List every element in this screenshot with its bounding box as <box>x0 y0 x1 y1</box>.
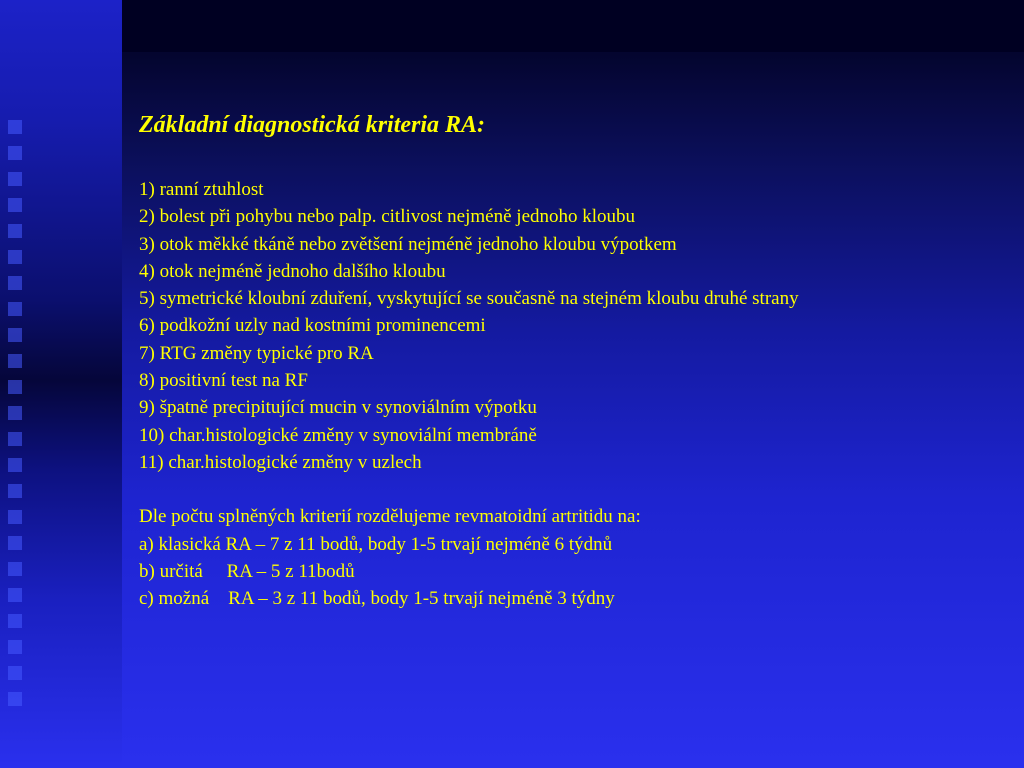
criteria-item: 10) char.histologické změny v synoviální membráně <box>139 424 537 446</box>
criteria-item: 3) otok měkké tkáně nebo zvětšení nejméně jednoho kloubu výpotkem <box>139 233 677 255</box>
decorative-square <box>8 666 22 680</box>
spacer <box>139 476 999 503</box>
classification-list <box>139 531 999 613</box>
decorative-square <box>8 562 22 576</box>
criteria-item: 2) bolest při pohybu nebo palp. citlivost nejméně jednoho kloubu <box>139 206 636 228</box>
decorative-square <box>8 250 22 264</box>
criteria-item: 6) podkožní uzly nad kostními prominencemi <box>139 315 486 337</box>
criteria-item: 4) otok nejméně jednoho dalšího kloubu <box>139 260 446 282</box>
decorative-squares <box>8 120 28 740</box>
top-band <box>122 0 1024 52</box>
decorative-square <box>8 302 22 316</box>
left-decorative-panel <box>0 0 122 768</box>
decorative-square <box>8 224 22 238</box>
classification-item: c) možná RA – 3 z 11 bodů, body 1-5 trvají nejméně 3 týdny <box>139 588 615 610</box>
criteria-item: 11) char.histologické změny v uzlech <box>139 451 422 473</box>
criteria-item: 1) ranní ztuhlost <box>139 179 264 200</box>
decorative-square <box>8 458 22 472</box>
criteria-list <box>139 176 999 476</box>
criteria-item: 5) symetrické kloubní zduření, vyskytující se současně na stejném kloubu druhé strany <box>139 288 799 310</box>
decorative-square <box>8 640 22 654</box>
decorative-square <box>8 692 22 706</box>
classification-item: a) klasická RA – 7 z 11 bodů, body 1-5 trvají nejméně 6 týdnů <box>139 533 613 555</box>
criteria-item: 7) RTG změny typické pro RA <box>139 342 374 364</box>
decorative-square <box>8 354 22 368</box>
criteria-item: 9) špatně precipitující mucin v synoviálním výpotku <box>139 397 537 419</box>
decorative-square <box>8 406 22 420</box>
classification-intro: Dle počtu splněných kriterií rozdělujeme revmatoidní artritidu na: <box>139 506 641 528</box>
classification-item: b) určitá RA – 5 z 11bodů <box>139 560 355 582</box>
decorative-square <box>8 198 22 212</box>
decorative-square <box>8 172 22 186</box>
decorative-square <box>8 146 22 160</box>
decorative-square <box>8 120 22 134</box>
decorative-square <box>8 614 22 628</box>
decorative-square <box>8 484 22 498</box>
decorative-square <box>8 588 22 602</box>
decorative-square <box>8 328 22 342</box>
slide-content <box>139 110 999 612</box>
decorative-square <box>8 380 22 394</box>
decorative-square <box>8 276 22 290</box>
criteria-item: 8) positivní test na RF <box>139 370 308 392</box>
decorative-square <box>8 536 22 550</box>
slide-title: Základní diagnostická kriteria RA: <box>139 112 486 138</box>
decorative-square <box>8 432 22 446</box>
decorative-square <box>8 510 22 524</box>
